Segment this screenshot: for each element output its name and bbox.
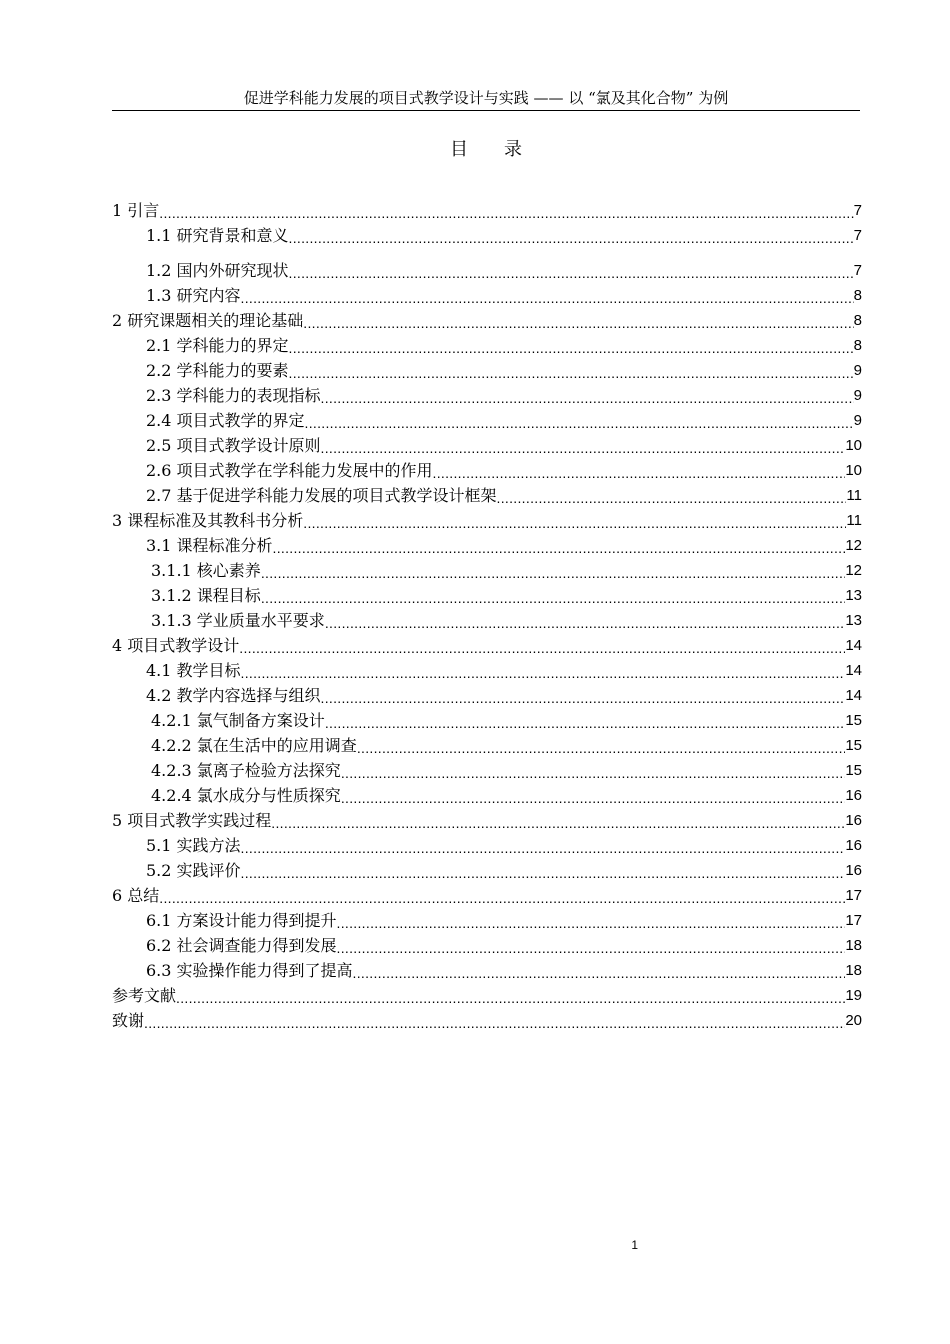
toc-entry-page: 14: [845, 662, 862, 679]
toc-entry-label: 2.7 基于促进学科能力发展的项目式教学设计框架: [146, 486, 497, 505]
toc-dot-leader: [321, 388, 854, 408]
toc-entry[interactable]: [112, 958, 862, 983]
toc-entry-page: 7: [853, 202, 862, 219]
toc-entry-label: 2.1 学科能力的界定: [146, 336, 289, 355]
toc-dot-leader: [321, 438, 846, 458]
toc-entry[interactable]: [112, 308, 862, 333]
toc-entry-label: 4.1 教学目标: [146, 661, 241, 680]
toc-entry-page: 10: [845, 462, 862, 479]
toc-entry-page: 16: [845, 812, 862, 829]
toc-dot-leader: [497, 488, 847, 508]
toc-entry[interactable]: [112, 258, 862, 283]
toc-entry[interactable]: [112, 783, 862, 808]
toc-entry[interactable]: [112, 408, 862, 433]
toc-entry-page: 14: [845, 687, 862, 704]
toc-entry[interactable]: [112, 383, 862, 408]
toc-dot-leader: [433, 463, 846, 483]
toc-entry-page: 18: [845, 962, 862, 979]
toc-dot-leader: [337, 913, 846, 933]
toc-dot-leader: [289, 263, 854, 283]
toc-entry-label: 4.2.2 氯在生活中的应用调查: [151, 736, 357, 755]
toc-entry[interactable]: [112, 583, 862, 608]
toc-entry-page: 15: [845, 762, 862, 779]
toc-entry-label: 3.1.1 核心素养: [151, 561, 261, 580]
toc-dot-leader: [176, 988, 845, 1008]
toc-entry[interactable]: [112, 933, 862, 958]
toc-entry[interactable]: [112, 333, 862, 358]
toc-entry-label: 2.4 项目式教学的界定: [146, 411, 305, 430]
toc-dot-leader: [303, 313, 853, 333]
toc-entry-label: 2.5 项目式教学设计原则: [146, 436, 321, 455]
toc-entry-label: 3.1.3 学业质量水平要求: [151, 611, 325, 630]
header-divider: [112, 110, 860, 111]
toc-entry-page: 16: [845, 837, 862, 854]
toc-entry[interactable]: [112, 883, 862, 908]
toc-dot-leader: [261, 588, 846, 608]
toc-dot-leader: [261, 563, 846, 583]
toc-entry-page: 9: [853, 387, 862, 404]
toc-entry[interactable]: [112, 808, 862, 833]
toc-dot-leader: [337, 938, 846, 958]
toc-entry[interactable]: [112, 633, 862, 658]
toc-dot-leader: [341, 763, 846, 783]
toc-entry-label: 5 项目式教学实践过程: [112, 811, 272, 830]
toc-entry-page: 12: [845, 562, 862, 579]
toc-dot-leader: [159, 203, 853, 223]
toc-entry-label: 4.2.1 氯气制备方案设计: [151, 711, 325, 730]
toc-entry-label: 3.1.2 课程目标: [151, 586, 261, 605]
toc-entry-page: 11: [846, 512, 862, 529]
toc-entry-page: 13: [845, 612, 862, 629]
toc-entry[interactable]: [112, 708, 862, 733]
table-of-contents: [112, 198, 862, 1033]
toc-entry[interactable]: [112, 223, 862, 248]
toc-entry-label: 2.3 学科能力的表现指标: [146, 386, 321, 405]
toc-entry-page: 16: [845, 862, 862, 879]
toc-entry-page: 15: [845, 712, 862, 729]
toc-entry-page: 7: [853, 227, 862, 244]
toc-entry-label: 5.2 实践评价: [146, 861, 241, 880]
toc-entry-page: 18: [845, 937, 862, 954]
toc-dot-leader: [305, 413, 854, 433]
toc-dot-leader: [303, 513, 846, 533]
toc-entry[interactable]: [112, 433, 862, 458]
toc-dot-leader: [289, 363, 854, 383]
toc-entry-page: 14: [845, 637, 862, 654]
toc-entry-label: 5.1 实践方法: [146, 836, 241, 855]
toc-entry-page: 15: [845, 737, 862, 754]
toc-entry[interactable]: [112, 198, 862, 223]
toc-entry-label: 1.1 研究背景和意义: [146, 226, 289, 245]
page-number: 1: [631, 1238, 638, 1252]
toc-title: 目录: [450, 139, 558, 160]
toc-entry-label: 6.3 实验操作能力得到了提高: [146, 961, 353, 980]
toc-entry[interactable]: [112, 908, 862, 933]
toc-dot-leader: [239, 638, 845, 658]
toc-dot-leader: [159, 888, 845, 908]
toc-entry[interactable]: [112, 833, 862, 858]
toc-entry[interactable]: [112, 358, 862, 383]
toc-entry-page: 16: [845, 787, 862, 804]
toc-entry[interactable]: [112, 758, 862, 783]
toc-entry-label: 4.2.4 氯水成分与性质探究: [151, 786, 341, 805]
toc-entry[interactable]: [112, 683, 862, 708]
toc-entry-label: 参考文献: [112, 986, 177, 1005]
toc-dot-leader: [325, 713, 846, 733]
toc-entry-label: 6.1 方案设计能力得到提升: [146, 911, 337, 930]
toc-dot-leader: [357, 738, 846, 758]
toc-entry[interactable]: [112, 658, 862, 683]
toc-dot-leader: [144, 1013, 845, 1033]
toc-dot-leader: [289, 228, 854, 248]
toc-entry-label: 3.1 课程标准分析: [146, 536, 273, 555]
toc-entry[interactable]: [112, 1008, 862, 1033]
toc-entry-label: 4 项目式教学设计: [112, 636, 240, 655]
toc-dot-leader: [241, 663, 846, 683]
toc-entry-label: 2.6 项目式教学在学科能力发展中的作用: [146, 461, 433, 480]
toc-entry-label: 2.2 学科能力的要素: [146, 361, 289, 380]
running-header: 促进学科能力发展的项目式教学设计与实践 —— 以 “氯及其化合物” 为例: [243, 89, 729, 107]
toc-dot-leader: [321, 688, 846, 708]
toc-entry-page: 17: [845, 887, 862, 904]
toc-dot-leader: [289, 338, 854, 358]
toc-entry-label: 1.3 研究内容: [146, 286, 241, 305]
toc-entry-page: 19: [845, 987, 862, 1004]
toc-entry[interactable]: [112, 508, 862, 533]
toc-entry-page: 9: [853, 412, 862, 429]
toc-entry-label: 4.2.3 氯离子检验方法探究: [151, 761, 341, 780]
toc-entry-label: 1 引言: [112, 201, 160, 220]
toc-entry-label: 4.2 教学内容选择与组织: [146, 686, 321, 705]
toc-entry-page: 8: [853, 287, 862, 304]
toc-entry[interactable]: [112, 458, 862, 483]
toc-entry[interactable]: [112, 558, 862, 583]
toc-dot-leader: [273, 538, 846, 558]
toc-entry-label: 2 研究课题相关的理论基础: [112, 311, 304, 330]
toc-dot-leader: [271, 813, 845, 833]
toc-dot-leader: [241, 288, 854, 308]
toc-entry-page: 7: [853, 262, 862, 279]
toc-entry-label: 3 课程标准及其教科书分析: [112, 511, 304, 530]
toc-entry-label: 1.2 国内外研究现状: [146, 261, 289, 280]
toc-entry[interactable]: [112, 608, 862, 633]
toc-dot-leader: [341, 788, 846, 808]
toc-entry-page: 17: [845, 912, 862, 929]
toc-dot-leader: [353, 963, 846, 983]
toc-entry-page: 12: [845, 537, 862, 554]
toc-entry-label: 6.2 社会调查能力得到发展: [146, 936, 337, 955]
toc-entry-page: 9: [853, 362, 862, 379]
toc-dot-leader: [241, 838, 846, 858]
toc-entry-page: 13: [845, 587, 862, 604]
toc-entry-label: 6 总结: [112, 886, 160, 905]
toc-entry-page: 8: [853, 312, 862, 329]
toc-entry[interactable]: [112, 858, 862, 883]
toc-entry[interactable]: [112, 483, 862, 508]
toc-entry[interactable]: [112, 733, 862, 758]
toc-entry-page: 10: [845, 437, 862, 454]
toc-entry[interactable]: [112, 283, 862, 308]
toc-entry-page: 11: [846, 487, 862, 504]
toc-entry[interactable]: [112, 983, 862, 1008]
toc-entry[interactable]: [112, 533, 862, 558]
toc-dot-leader: [241, 863, 846, 883]
toc-entry-page: 8: [853, 337, 862, 354]
toc-entry-label: 致谢: [112, 1011, 145, 1030]
toc-dot-leader: [325, 613, 846, 633]
toc-entry-page: 20: [845, 1012, 862, 1029]
